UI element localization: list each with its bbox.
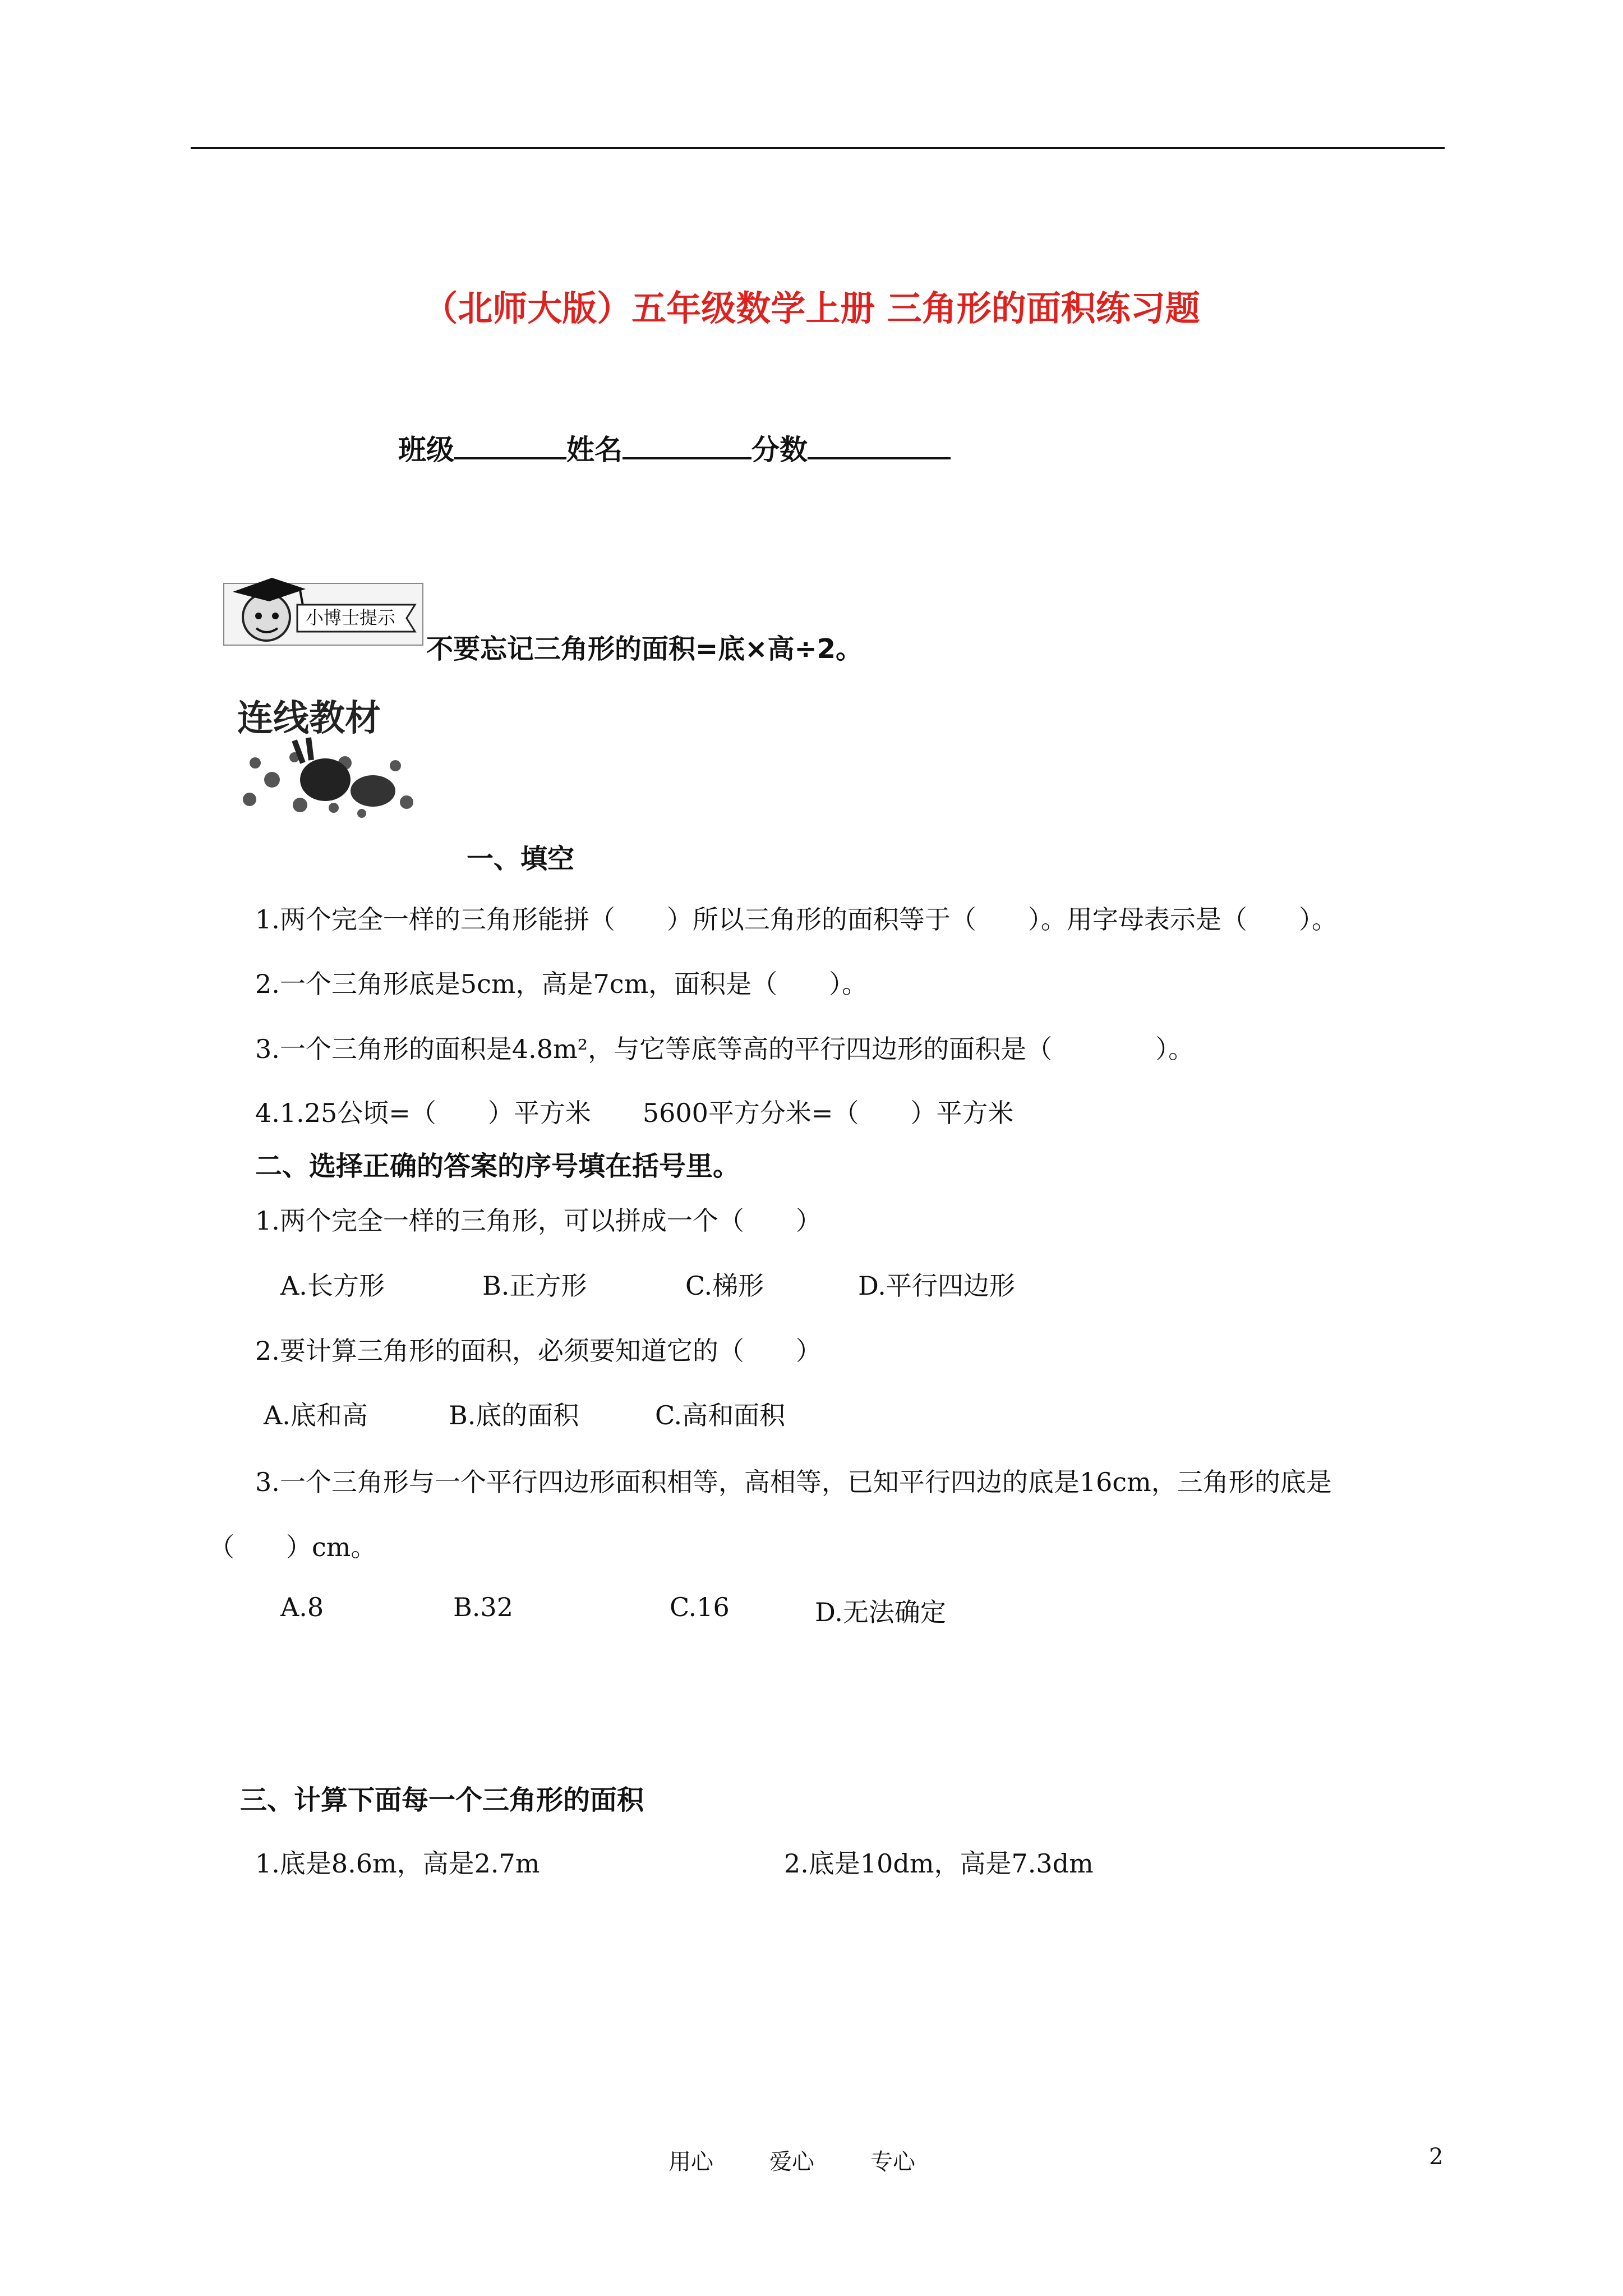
section-fill-blank-heading: 一、填空 xyxy=(467,843,575,875)
choice-1-option-d: D.平行四边形 xyxy=(858,1271,1015,1301)
footer-word-2: 爱心 xyxy=(769,2149,814,2175)
choice-1-option-c: C.梯形 xyxy=(685,1271,764,1301)
choice-2-option-c: C.高和面积 xyxy=(655,1400,786,1430)
choice-2-option-a: A.底和高 xyxy=(264,1400,368,1430)
name-label: 姓名 xyxy=(566,434,623,466)
score-label: 分数 xyxy=(751,434,808,466)
score-blank[interactable] xyxy=(808,430,951,459)
link-textbook-icon xyxy=(233,696,426,822)
doctor-tip-badge-text: 小博士提示 xyxy=(306,607,396,628)
fill-question-2: 2.一个三角形底是5cm，高是7cm，面积是（ ）。 xyxy=(255,969,868,999)
choice-1-option-b: B.正方形 xyxy=(482,1271,587,1301)
choice-1-option-a: A.长方形 xyxy=(280,1271,385,1301)
class-blank[interactable] xyxy=(454,430,566,459)
page-title: （北师大版）五年级数学上册 三角形的面积练习题 xyxy=(423,288,1200,329)
choice-question-3: 3.一个三角形与一个平行四边形面积相等，高相等，已知平行四边的底是16cm，三角形的底是 xyxy=(255,1467,1332,1497)
calc-question-2: 2.底是10dm，高是7.3dm xyxy=(784,1848,1094,1879)
link-textbook-badge-text: 连线教材 xyxy=(237,698,381,739)
footer-word-1: 用心 xyxy=(668,2149,713,2175)
choice-3-option-a: A.8 xyxy=(280,1592,324,1622)
choice-3-option-b: B.32 xyxy=(453,1592,513,1622)
name-blank[interactable] xyxy=(623,430,751,459)
choice-3-option-d: D.无法确定 xyxy=(815,1597,946,1627)
page-number: 2 xyxy=(1429,2144,1444,2170)
fill-question-4: 4.1.25公顷=（ ）平方米 5600平方分米=（ ）平方米 xyxy=(255,1098,1014,1128)
fill-question-1: 1.两个完全一样的三角形能拼（ ）所以三角形的面积等于（ ）。用字母表示是（ ）。 xyxy=(255,904,1338,935)
choice-3-option-c: C.16 xyxy=(670,1592,730,1622)
doctor-tip-icon xyxy=(222,561,429,651)
choice-question-3-cont: （ ）cm。 xyxy=(209,1532,377,1562)
class-label: 班级 xyxy=(398,434,454,466)
section-choice-heading: 二、选择正确的答案的序号填在括号里。 xyxy=(255,1151,740,1182)
student-info-line xyxy=(398,427,951,468)
choice-question-1: 1.两个完全一样的三角形，可以拼成一个（ ） xyxy=(255,1205,822,1236)
footer-word-3: 专心 xyxy=(870,2149,915,2175)
section-calculate-heading: 三、计算下面每一个三角形的面积 xyxy=(240,1784,644,1816)
fill-question-3: 3.一个三角形的面积是4.8m²，与它等底等高的平行四边形的面积是（ ）。 xyxy=(255,1034,1195,1064)
header-rule xyxy=(191,147,1445,149)
choice-2-option-b: B.底的面积 xyxy=(449,1400,579,1430)
choice-question-2: 2.要计算三角形的面积，必须要知道它的（ ） xyxy=(255,1336,822,1366)
tip-text: 不要忘记三角形的面积=底×高÷2。 xyxy=(426,633,863,665)
calc-question-1: 1.底是8.6m，高是2.7m xyxy=(255,1848,540,1879)
